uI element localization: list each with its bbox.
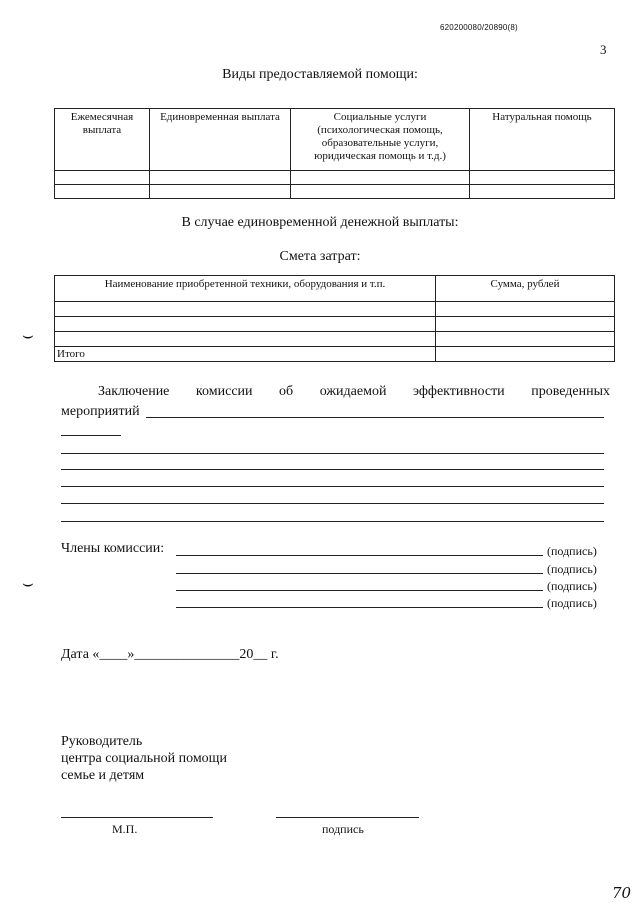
estimate-table <box>54 275 615 362</box>
signature-line <box>176 573 543 574</box>
stamp-line <box>61 817 213 818</box>
conclusion-underline <box>61 469 604 470</box>
margin-check-mark: ⌣ <box>22 573 34 594</box>
table-row <box>55 332 615 347</box>
signature-line <box>176 555 543 556</box>
table-header-row <box>55 109 615 171</box>
page-number: 3 <box>600 42 607 57</box>
conclusion-underline <box>146 417 604 418</box>
stamp-label: М.П. <box>112 822 138 836</box>
date-field: Дата «____»_______________20__ г. <box>61 647 279 662</box>
handwritten-page-note: 70 <box>612 884 632 902</box>
lump-sum-title: В случае единовременной денежной выплаты: <box>181 215 459 230</box>
conclusion-line-1: Заключение комиссии об ожидаемой эффективности проведенных <box>98 384 610 399</box>
table-row <box>55 302 615 317</box>
signature-caption: (подпись) <box>547 596 597 610</box>
signature-line <box>176 607 543 608</box>
col-lump-sum: Единовременная выплата <box>150 109 291 171</box>
document-number: 620200080/20890(8) <box>440 23 518 32</box>
head-signature-line <box>276 817 419 818</box>
table-row <box>55 185 615 199</box>
commission-label: Члены комиссии: <box>61 541 165 556</box>
col-in-kind: Натуральная помощь <box>470 109 615 171</box>
table-row <box>55 171 615 185</box>
aid-types-title: Виды предоставляемой помощи: <box>222 67 418 82</box>
estimate-title: Смета затрат: <box>279 249 361 264</box>
signature-line <box>176 590 543 591</box>
table-row <box>55 317 615 332</box>
signature-caption: (подпись) <box>547 544 597 558</box>
col-social-services: Социальные услуги (психологическая помощь, образовательные услуги, юридическая помощь и т.д.) <box>291 109 470 171</box>
col-sum: Сумма, рублей <box>436 276 615 302</box>
margin-check-mark: ⌣ <box>22 325 34 346</box>
total-row <box>55 347 615 362</box>
signature-caption: (подпись) <box>547 562 597 576</box>
table-header-row <box>55 276 615 302</box>
conclusion-line-2: мероприятий <box>61 404 140 419</box>
head-title-line-2: центра социальной помощи <box>61 751 227 766</box>
conclusion-underline <box>61 486 604 487</box>
conclusion-underline <box>61 435 121 436</box>
conclusion-underline <box>61 503 604 504</box>
conclusion-underline <box>61 453 604 454</box>
total-label: Итого <box>55 347 436 362</box>
conclusion-underline <box>61 521 604 522</box>
head-title-line-1: Руководитель <box>61 734 143 749</box>
col-monthly: Ежемесячная выплата <box>55 109 150 171</box>
head-signature-label: подпись <box>322 822 364 836</box>
signature-caption: (подпись) <box>547 579 597 593</box>
col-item-name: Наименование приобретенной техники, оборудования и т.п. <box>55 276 436 302</box>
head-title-line-3: семье и детям <box>61 768 145 783</box>
aid-types-table <box>54 108 615 199</box>
